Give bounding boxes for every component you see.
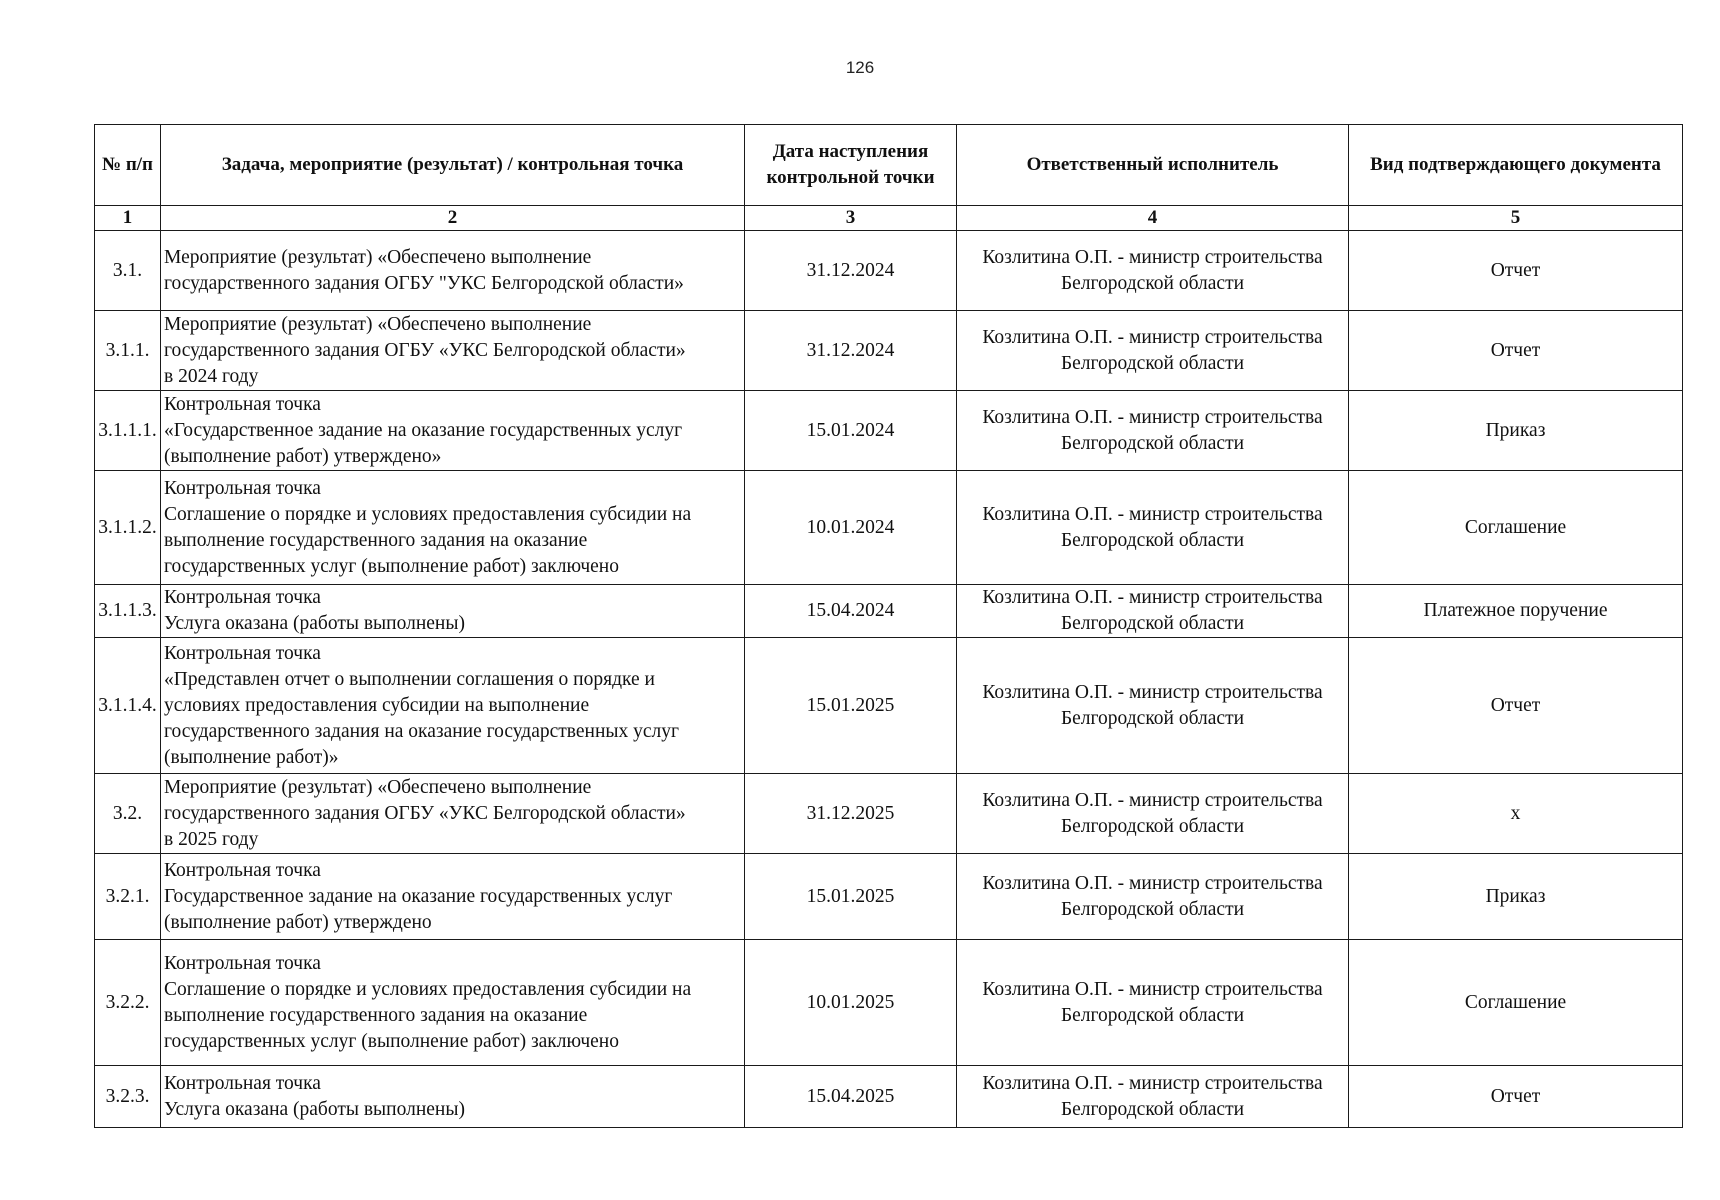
responsible-cell	[957, 471, 1349, 585]
responsible-text-line: Козлитина О.П. - министр строительства	[982, 789, 1323, 811]
task-text-line: (выполнение работ)»	[164, 746, 339, 768]
document-type: Отчет	[1349, 638, 1683, 774]
task-cell	[161, 854, 745, 940]
responsible-text-line: Козлитина О.П. - министр строительства	[982, 681, 1323, 703]
task-text-line: (выполнение работ) утверждено»	[164, 445, 442, 467]
control-date: 31.12.2025	[745, 774, 957, 854]
task-text-line: Контрольная точка	[164, 1072, 321, 1094]
responsible-cell	[957, 638, 1349, 774]
responsible-text-line: Козлитина О.П. - министр строительства	[982, 872, 1323, 894]
task-text-line: «Представлен отчет о выполнении соглашения о порядке и	[164, 668, 655, 690]
task-cell	[161, 391, 745, 471]
header-responsible: Ответственный исполнитель	[957, 125, 1349, 206]
task-text-line: государственных услуг (выполнение работ) заключено	[164, 1030, 619, 1052]
row-number: 3.1.1.	[95, 311, 161, 391]
column-number: 3	[745, 206, 957, 231]
responsible-cell	[957, 854, 1349, 940]
task-text-line: Контрольная точка	[164, 477, 321, 499]
document-type: Отчет	[1349, 311, 1683, 391]
table-body	[95, 231, 1683, 1128]
task-cell	[161, 585, 745, 638]
task-text-line: Услуга оказана (работы выполнены)	[164, 1098, 465, 1120]
task-text-line: Контрольная точка	[164, 642, 321, 664]
responsible-cell	[957, 231, 1349, 311]
table-row	[95, 231, 1683, 311]
responsible-text-line: Белгородской области	[1060, 707, 1245, 729]
task-text-line: Мероприятие (результат) «Обеспечено выполнение	[164, 313, 592, 335]
responsible-text-line: Белгородской области	[1060, 815, 1245, 837]
column-number: 4	[957, 206, 1349, 231]
header-date: Дата наступления контрольной точки	[745, 125, 957, 206]
task-text-line: государственного задания ОГБУ "УКС Белгородской области»	[164, 272, 684, 294]
task-text-line: Соглашение о порядке и условиях предоставления субсидии на	[164, 503, 692, 525]
table-row	[95, 638, 1683, 774]
task-text-line: Услуга оказана (работы выполнены)	[164, 613, 465, 634]
responsible-text-line: Белгородской области	[1060, 432, 1245, 454]
table-row	[95, 311, 1683, 391]
column-number: 1	[95, 206, 161, 231]
table-row	[95, 585, 1683, 638]
header-task: Задача, мероприятие (результат) / контрольная точка	[161, 125, 745, 206]
header-document: Вид подтверждающего документа	[1349, 125, 1683, 206]
table-row	[95, 391, 1683, 471]
responsible-text-line: Белгородской области	[1060, 529, 1245, 551]
document-type: х	[1349, 774, 1683, 854]
table-row	[95, 471, 1683, 585]
responsible-text-line: Белгородской области	[1060, 1098, 1245, 1120]
task-text-line: (выполнение работ) утверждено	[164, 911, 432, 933]
task-text-line: Контрольная точка	[164, 859, 321, 881]
task-text-line: в 2025 году	[164, 828, 259, 850]
task-text-line: государственного задания на оказание государственных услуг	[164, 720, 680, 742]
task-text-line: Государственное задание на оказание государственных услуг	[164, 885, 673, 907]
responsible-text-line: Козлитина О.П. - министр строительства	[982, 406, 1323, 428]
table-row	[95, 854, 1683, 940]
column-number-row	[95, 206, 1683, 231]
task-text-line: выполнение государственного задания на оказание	[164, 529, 588, 551]
task-text-line: условиях предоставления субсидии на выполнение	[164, 694, 590, 716]
responsible-text-line: Козлитина О.П. - министр строительства	[982, 587, 1323, 608]
task-text-line: Контрольная точка	[164, 393, 321, 415]
responsible-text-line: Козлитина О.П. - министр строительства	[982, 978, 1323, 1000]
responsible-text-line: Белгородской области	[1060, 1004, 1245, 1026]
responsible-text-line: Козлитина О.П. - министр строительства	[982, 246, 1323, 268]
control-date: 31.12.2024	[745, 311, 957, 391]
row-number: 3.1.1.3.	[95, 585, 161, 638]
control-date: 15.01.2025	[745, 854, 957, 940]
row-number: 3.2.1.	[95, 854, 161, 940]
document-type: Соглашение	[1349, 940, 1683, 1066]
responsible-text-line: Козлитина О.П. - министр строительства	[982, 1072, 1323, 1094]
table-row	[95, 940, 1683, 1066]
task-cell	[161, 471, 745, 585]
control-date: 15.01.2024	[745, 391, 957, 471]
row-number: 3.2.2.	[95, 940, 161, 1066]
row-number: 3.2.	[95, 774, 161, 854]
document-type: Отчет	[1349, 231, 1683, 311]
responsible-cell	[957, 774, 1349, 854]
control-date: 15.04.2025	[745, 1066, 957, 1128]
row-number: 3.1.1.1.	[95, 391, 161, 471]
table-row	[95, 774, 1683, 854]
responsible-text-line: Белгородской области	[1060, 352, 1245, 374]
control-date: 10.01.2024	[745, 471, 957, 585]
row-number: 3.1.1.2.	[95, 471, 161, 585]
document-type: Платежное поручение	[1349, 585, 1683, 638]
document-type: Соглашение	[1349, 471, 1683, 585]
task-text-line: в 2024 году	[164, 365, 259, 387]
row-number: 3.1.1.4.	[95, 638, 161, 774]
responsible-text-line: Козлитина О.П. - министр строительства	[982, 326, 1323, 348]
page-number: 126	[845, 58, 875, 77]
task-text-line: Контрольная точка	[164, 952, 321, 974]
responsible-text-line: Белгородской области	[1060, 898, 1245, 920]
responsible-text-line: Белгородской области	[1060, 272, 1245, 294]
task-text-line: Контрольная точка	[164, 587, 321, 608]
task-text-line: Мероприятие (результат) «Обеспечено выполнение	[164, 246, 592, 268]
responsible-text-line: Козлитина О.П. - министр строительства	[982, 503, 1323, 525]
responsible-text-line: Белгородской области	[1060, 613, 1245, 634]
document-type: Приказ	[1349, 854, 1683, 940]
document-type: Отчет	[1349, 1066, 1683, 1128]
control-date: 10.01.2025	[745, 940, 957, 1066]
responsible-cell	[957, 585, 1349, 638]
task-cell	[161, 638, 745, 774]
document-type: Приказ	[1349, 391, 1683, 471]
table-row	[95, 1066, 1683, 1128]
responsible-cell	[957, 940, 1349, 1066]
task-text-line: Соглашение о порядке и условиях предоставления субсидии на	[164, 978, 692, 1000]
task-cell	[161, 311, 745, 391]
task-text-line: государственного задания ОГБУ «УКС Белгородской области»	[164, 802, 686, 824]
task-cell	[161, 940, 745, 1066]
control-date: 15.04.2024	[745, 585, 957, 638]
task-text-line: государственного задания ОГБУ «УКС Белгородской области»	[164, 339, 686, 361]
control-date: 15.01.2025	[745, 638, 957, 774]
row-number: 3.2.3.	[95, 1066, 161, 1128]
task-text-line: Мероприятие (результат) «Обеспечено выполнение	[164, 776, 592, 798]
task-cell	[161, 231, 745, 311]
column-number: 5	[1349, 206, 1683, 231]
task-text-line: «Государственное задание на оказание государственных услуг	[164, 419, 683, 441]
task-text-line: государственных услуг (выполнение работ) заключено	[164, 555, 619, 577]
responsible-cell	[957, 391, 1349, 471]
table-header-row	[95, 125, 1683, 206]
task-text-line: выполнение государственного задания на оказание	[164, 1004, 588, 1026]
column-number: 2	[161, 206, 745, 231]
control-points-table	[94, 124, 1683, 1128]
responsible-cell	[957, 1066, 1349, 1128]
task-cell	[161, 1066, 745, 1128]
control-date: 31.12.2024	[745, 231, 957, 311]
responsible-cell	[957, 311, 1349, 391]
task-cell	[161, 774, 745, 854]
row-number: 3.1.	[95, 231, 161, 311]
header-number: № п/п	[95, 125, 161, 206]
